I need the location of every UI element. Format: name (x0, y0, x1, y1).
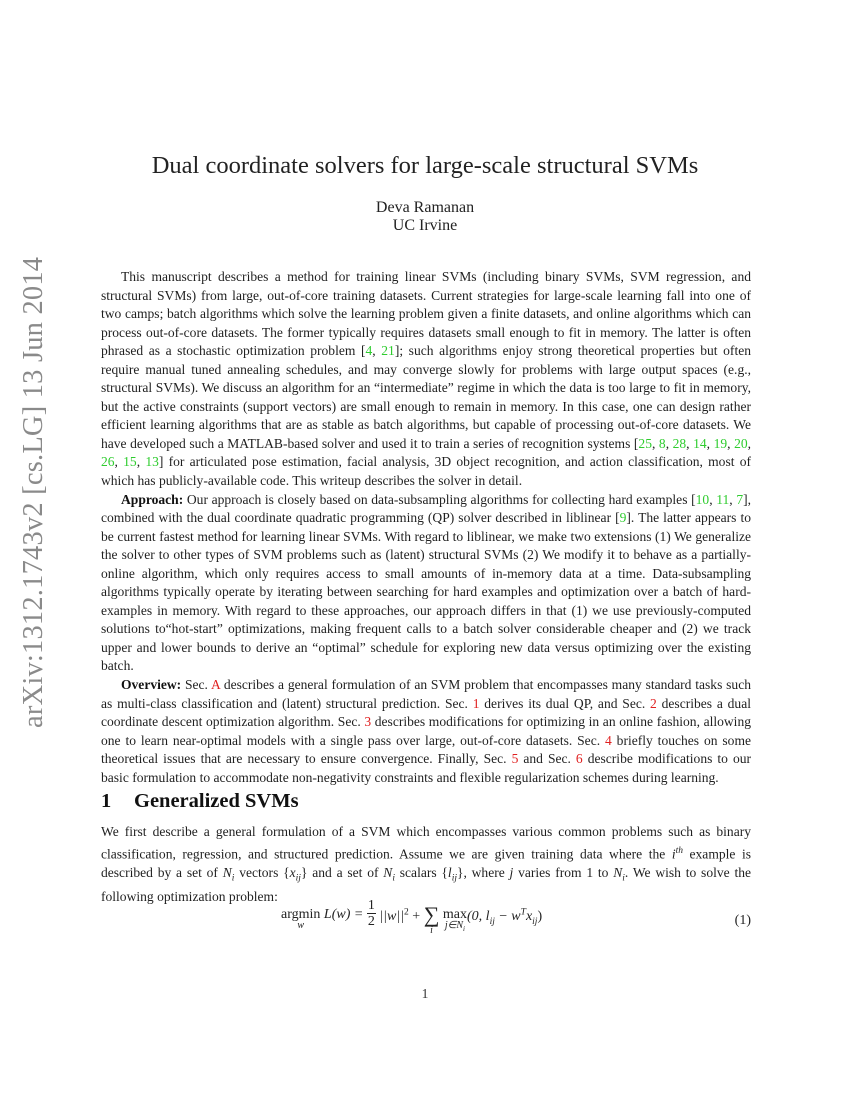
author-name: Deva Ramanan (375, 199, 475, 216)
section-link[interactable]: 1 (472, 695, 480, 711)
math: th (675, 845, 683, 856)
max-operator: max (442, 907, 467, 922)
text: derives its dual QP, and Sec. (479, 695, 651, 711)
text: briefly touches on some theoretical issues that are necessary to ensure convergence. Finally, Sec. (101, 732, 751, 767)
text: Our approach is closely based on data-subsampling algorithms for collecting hard examples [ (183, 491, 696, 507)
section-number: 1 (101, 790, 112, 812)
math: j∈Ni (444, 920, 465, 933)
math: ||w|| (379, 908, 405, 924)
page-number: 1 (421, 986, 429, 1001)
section-link[interactable]: 5 (511, 751, 519, 767)
math: i (392, 873, 395, 884)
text: . We wish to solve the following optimization problem: (101, 864, 751, 904)
text: ]. The latter appears to be current fastest method for learning linear SVMs. With regard to liblinear, we make two extensions (1) We generalize the solver to other types of SVM problems such as (latent) structural SVMs (2) We modify it to behave as a partially-online algorithm, which only requires access to small amounts of in-memory data at a time. Data-subsampling algorithms typically operate by iterating between searching for hard examples and optimization over a batch of hard-examples in memory. With regard to these approaches, our approach differs in that (1) we use previously-computed solutions to“hot-start” optimizations, making frequent calls to a batch solver considerable cheaper and (2) we track upper and lower bounds to derive an “optimal” schedule for exploring new data versus optimizing over the existing batch. (101, 510, 751, 674)
overview-label: Overview: (121, 677, 182, 693)
paper-title: Dual coordinate solvers for large-scale structural SVMs (151, 152, 699, 179)
section-link[interactable]: 6 (575, 751, 583, 767)
section-heading (101, 790, 299, 813)
fraction-numerator: 1 (367, 898, 375, 913)
section-link[interactable]: 2 (650, 695, 657, 711)
math: N (613, 864, 623, 880)
section1-body (101, 823, 751, 906)
intro-paragraph: This manuscript describes a method for training linear SVMs (including binary SVMs, SVM regression, and structural SVMs) from large, out-of-core training datasets. Current strategies for large-scale learning fall into one of two camps; batch algorithms which solve the learning problem given a finite datasets, and online algorithms which can process out-of-core datasets. The former typically requires datasets small enough to fit in memory. The latter is often phrased as a stochastic optimization problem [4, 21]; such algorithms enjoy strong theoretical properties but often require manual tuned annealing schedules, and may converge slowly for problems with large output spaces (e.g., structural SVMs). We discuss an algorithm for an “intermediate” regime in which the data is too large to fit in memory, but the active constraints (support vectors) are small enough to remain in memory. In this case, one can design rather efficient learning algorithms that are as stable as batch algorithms, but capable of processing out-of-core datasets. We have developed such a MATLAB-based solver and used it to train a series of recognition systems [25, 8, 28, 14, 19, 20, 26, 15, 13] for articulated pose estimation, facial analysis, 3D object recognition, and action classification, most of which has publicly-available code. This writeup describes the solver in detail. (101, 269, 752, 489)
citation-link[interactable]: 13 (145, 454, 159, 470)
text: }, where (456, 864, 510, 880)
math: i (622, 873, 625, 884)
citation-link[interactable]: 8 (658, 435, 666, 451)
math: l (447, 864, 452, 880)
citation-link[interactable]: 4 (365, 343, 373, 359)
text: example is described by a set of (101, 846, 751, 880)
text: ], combined with the dual coordinate quadratic programming (QP) solver described in liblinear [ (101, 491, 752, 526)
citation-link[interactable]: 11 (716, 491, 730, 507)
math: T (520, 907, 526, 917)
math: ij (451, 873, 457, 884)
math: i (231, 873, 235, 884)
math: L(w) = (323, 907, 364, 922)
text: This manuscript describes a method for training linear SVMs (including binary SVMs, SVM regression, and structural SVMs) from large, out-of-core training datasets. Current strategies for large-scale learning fall into one of two camps; batch algorithms which solve the learning problem given a finite datasets, and online algorithms which can process out-of-core datasets. The former typically requires datasets small enough to fit in memory. The latter is often phrased as a stochastic optimization problem [ (101, 269, 751, 359)
math: w (297, 920, 305, 931)
math: N (222, 864, 232, 880)
math: ) (537, 908, 543, 924)
text: Sec. (181, 677, 211, 693)
math: i (430, 925, 433, 936)
citation-link[interactable]: 19 (713, 435, 728, 451)
math: i (671, 846, 676, 862)
text: vectors { (234, 864, 290, 880)
math: j (509, 864, 514, 880)
citation-link[interactable]: 7 (736, 491, 744, 507)
text: ] for articulated pose estimation, facial analysis, 3D object recognition, and action classification, most of which has publicly-available code. This writeup describes the solver in detail. (101, 454, 751, 489)
section-title: Generalized SVMs (134, 790, 299, 812)
overview-paragraph (101, 676, 751, 787)
citation-link[interactable]: 25 (638, 435, 652, 451)
math: + (412, 908, 421, 924)
equation-1 (101, 898, 751, 957)
argmin-operator: argmin (281, 907, 321, 922)
text: describes a general formulation of an SVM problem that encompasses many standard tasks such as multi-class classification and (latent) structural prediction. Sec. (101, 677, 751, 711)
math: x (289, 864, 296, 880)
arxiv-identifier-stamp: arXiv:1312.1743v2 [cs.LG] 13 Jun 2014 (18, 256, 49, 728)
approach-paragraph: Approach: Our approach is closely based on data-subsampling algorithms for collecting hard examples [10, 11, 7], combined with the dual coordinate quadratic programming (QP) solver described in liblinear [9]. The latter appears to be current fastest method for learning linear SVMs. With regard to liblinear, we make two extensions (1) We generalize the solver to other types of SVM problems such as (latent) structural SVMs (2) We modify it to behave as a partially-online algorithm, which only requires access to small amounts of in-memory data at a time. Data-subsampling algorithms typically operate by iterating between searching for hard examples and optimization over a batch of hard-examples in memory. With regard to these approaches, our approach differs in that (1) we use previously-computed solutions to“hot-start” optimizations, making frequent calls to a batch solver considerable cheaper and (2) we track upper and lower bounds to derive an “optimal” schedule for exploring new data versus optimizing over the existing batch. (101, 491, 752, 674)
text: ]; such algorithms enjoy strong theoretical properties but often require manual tuned annealing schedules, and may converge slowly for problems with large output spaces (e.g., structural SVMs). We discuss an algorithm for an “intermediate” regime in which the data is too large to fit in memory, but the active constraints (support vectors) are small enough to remain in memory. In this case, one can design rather efficient learning algorithms that are as stable as batch algorithms, but capable of processing out-of-core datasets. We have developed such a MATLAB-based solver and used it to train a series of recognition systems [ (101, 343, 751, 451)
text: varies from 1 to (513, 864, 614, 880)
section1-paragraph (101, 823, 751, 906)
math: ij (532, 916, 538, 927)
author-affiliation: UC Irvine (392, 217, 458, 234)
math: ij (295, 873, 301, 884)
section-link[interactable]: A (210, 677, 221, 693)
section-link[interactable]: 3 (364, 714, 372, 730)
text: } and a set of (300, 864, 384, 880)
fraction-denominator: 2 (367, 914, 375, 929)
text: describe modifications to our basic formulation to accommodate non-negativity constraints and flexible regularization schemes during learning. (101, 751, 752, 785)
citation-link[interactable]: 10 (695, 491, 710, 507)
equation-number: (1) (734, 913, 751, 928)
math: 2 (404, 907, 409, 917)
math: ij (489, 916, 495, 927)
text: , (372, 343, 382, 359)
section-link[interactable]: 4 (605, 732, 612, 748)
text: and Sec. (518, 751, 576, 767)
text: scalars { (394, 864, 448, 880)
math: x (525, 908, 533, 924)
citation-link[interactable]: 14 (693, 435, 707, 451)
citation-link[interactable]: 28 (672, 435, 687, 451)
text: describes modifications for optimizing in an online fashion, allowing one to learn near-optimal models with a single pass over large, out-of-core datasets. Sec. (101, 714, 751, 748)
citation-link[interactable]: 9 (619, 510, 627, 526)
citation-link[interactable]: 20 (734, 435, 748, 451)
citation-link[interactable]: 26 (101, 454, 115, 470)
math: (0, l (467, 908, 490, 924)
introduction-body (101, 268, 751, 787)
equation-body (281, 898, 543, 949)
math: − w (494, 908, 521, 924)
citation-link[interactable]: 21 (381, 343, 395, 359)
text: We first describe a general formulation of a SVM which encompasses various common problems such as binary classification, regression, and structured prediction. Assume we are given training data where the (101, 824, 751, 862)
text: describes a dual coordinate descent optimization algorithm. Sec. (101, 695, 751, 730)
sum-symbol: ∑ (423, 902, 440, 927)
approach-label: Approach: (121, 491, 184, 507)
math: N (383, 864, 393, 880)
citation-link[interactable]: 15 (123, 454, 137, 470)
